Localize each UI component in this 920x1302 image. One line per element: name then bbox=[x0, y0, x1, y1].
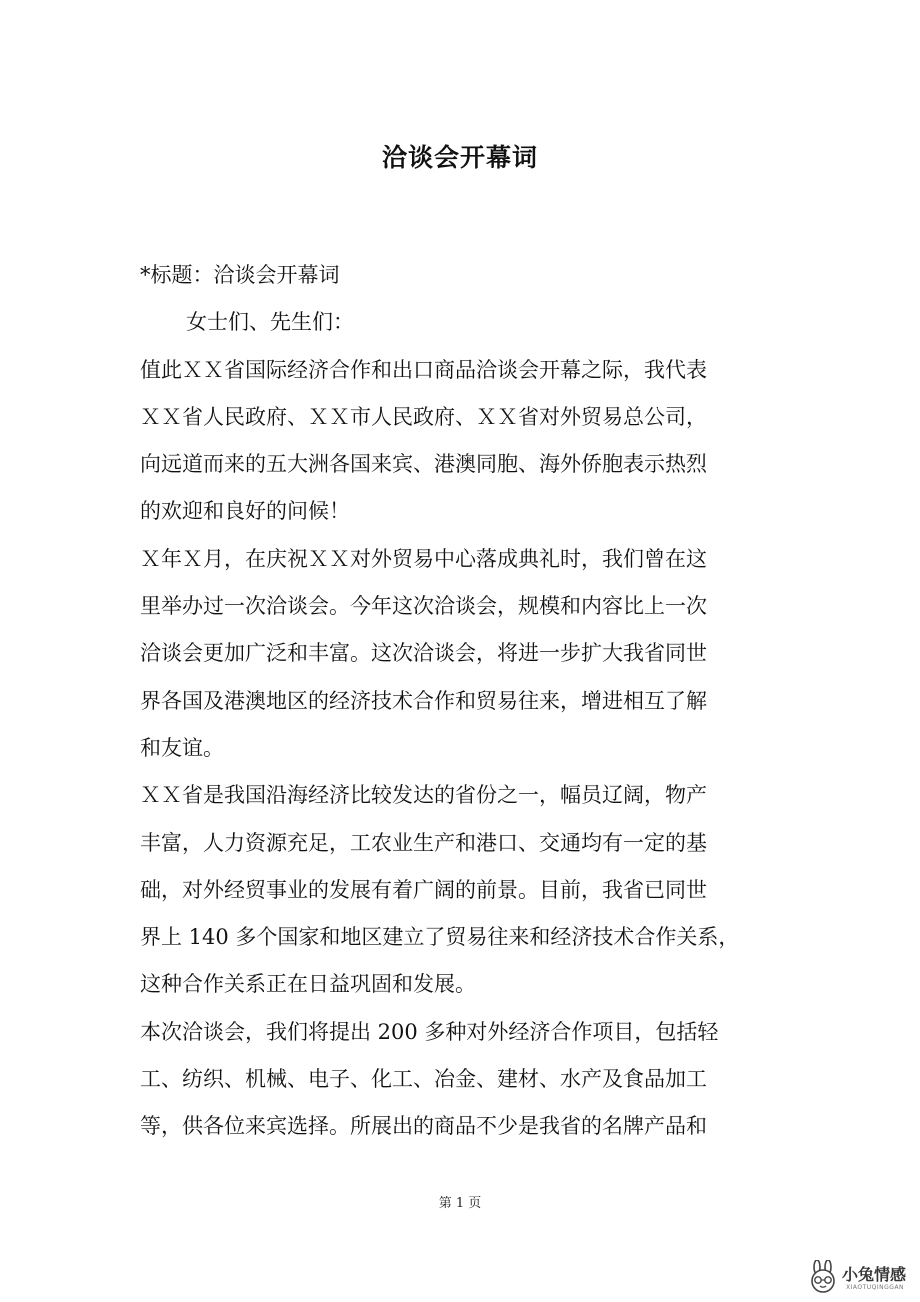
text-line: Ｘ年Ｘ月，在庆祝ＸＸ对外贸易中心落成典礼时，我们曾在这 bbox=[140, 546, 707, 571]
text-line: 等，供各位来宾选择。所展出的商品不少是我省的名牌产品和 bbox=[140, 1114, 707, 1139]
text-line: 础，对外经贸事业的发展有着广阔的前景。目前，我省已同世 bbox=[140, 877, 707, 902]
text-line: 和友谊。 bbox=[140, 735, 224, 760]
text-line: 本次洽谈会，我们将提出 200 多种对外经济合作项目，包括轻 bbox=[140, 1019, 719, 1044]
text-line: 向远道而来的五大洲各国来宾、港澳同胞、海外侨胞表示热烈 bbox=[140, 452, 707, 477]
watermark-name: 小兔情感 bbox=[842, 1265, 907, 1284]
rabbit-face-icon bbox=[806, 1260, 840, 1294]
text-line: 界上 140 多个国家和地区建立了贸易往来和经济技术合作关系， bbox=[140, 925, 740, 950]
text-line: 女士们、先生们： bbox=[186, 310, 354, 335]
text-line: 里举办过一次洽谈会。今年这次洽谈会，规模和内容比上一次 bbox=[140, 594, 707, 619]
text-line: ＸＸ省是我国沿海经济比较发达的省份之一，幅员辽阔，物产 bbox=[140, 783, 707, 808]
page-title: 洽谈会开幕词 bbox=[381, 143, 538, 172]
text-line: 工、纺织、机械、电子、化工、冶金、建材、水产及食品加工 bbox=[140, 1067, 707, 1092]
text-line: 的欢迎和良好的问候！ bbox=[140, 499, 350, 524]
page-number: 第 1 页 bbox=[438, 1196, 482, 1211]
watermark-subtitle: XIAOTUQINGGAN bbox=[846, 1284, 905, 1291]
document-body bbox=[140, 252, 780, 1151]
text-line: 值此ＸＸ省国际经济合作和出口商品洽谈会开幕之际，我代表 bbox=[140, 357, 707, 382]
text-line: 界各国及港澳地区的经济技术合作和贸易往来，增进相互了解 bbox=[140, 688, 707, 713]
watermark-logo bbox=[806, 1258, 916, 1298]
text-line: *标题：洽谈会开幕词 bbox=[140, 263, 340, 287]
text-line: 这种合作关系正在日益巩固和发展。 bbox=[140, 972, 476, 997]
text-line: ＸＸ省人民政府、ＸＸ市人民政府、ＸＸ省对外贸易总公司， bbox=[140, 404, 707, 429]
text-line: 丰富，人力资源充足，工农业生产和港口、交通均有一定的基 bbox=[140, 830, 707, 855]
text-line: 洽谈会更加广泛和丰富。这次洽谈会，将进一步扩大我省同世 bbox=[140, 641, 707, 666]
